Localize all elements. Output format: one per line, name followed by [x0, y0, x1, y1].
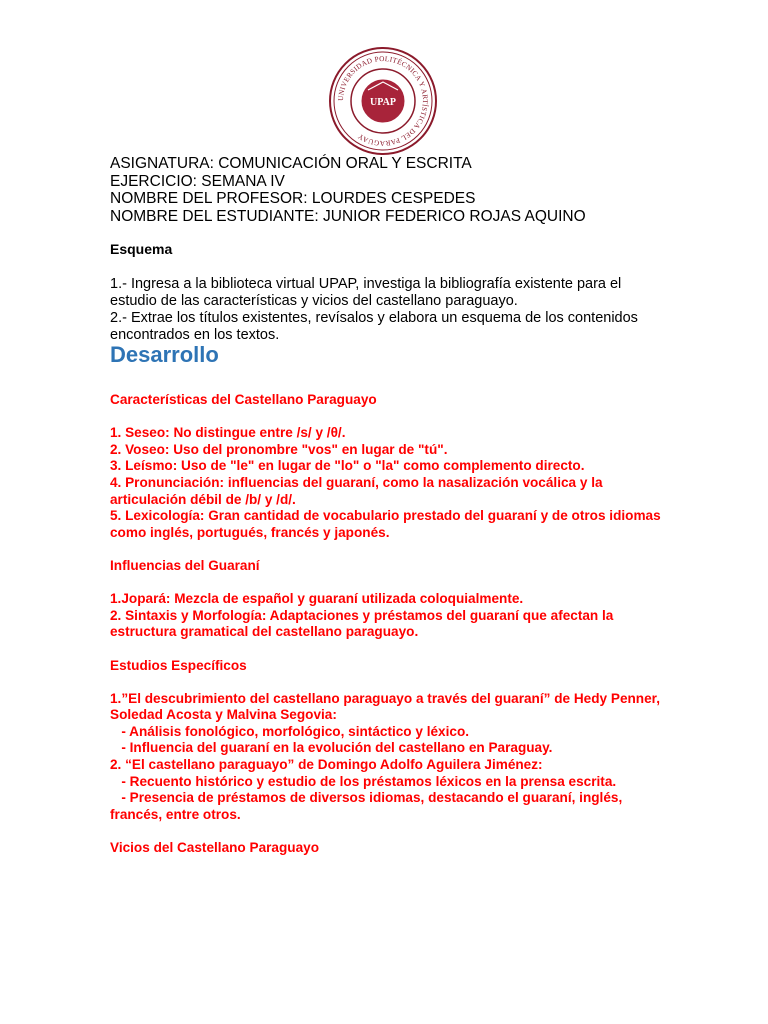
estudios-heading: Estudios Específicos	[110, 657, 247, 673]
ejercicio-line: EJERCICIO: SEMANA IV	[110, 172, 285, 190]
list-item: 1.”El descubrimiento del castellano paraguayo a través del guaraní” de Hedy Penner, Soledad Acosta y Malvina Segovia:	[110, 690, 660, 723]
list-item: 4. Pronunciación: influencias del guaraní, como la nasalización vocálica y la articulación débil de /b/ y /d/.	[110, 474, 603, 507]
logo-center-text: UPAP	[370, 97, 396, 108]
list-item: 1. Seseo: No distingue entre /s/ y /θ/.	[110, 425, 346, 441]
list-item: 2. “El castellano paraguayo” de Domingo Adolfo Aguilera Jiménez:	[110, 757, 543, 773]
influencias-heading: Influencias del Guaraní	[110, 557, 260, 573]
list-item: 5. Lexicología: Gran cantidad de vocabulario prestado del guaraní y de otros idiomas como inglés, portugués, francés y japonés.	[110, 508, 661, 540]
list-item: 2. Voseo: Uso del pronombre "vos" en lugar de "tú".	[110, 441, 448, 457]
logo-ring-text: UNIVERSIDAD POLITÉCNICA Y ARTÍSTICA DEL PARAGUAY	[336, 54, 430, 148]
list-item: - Presencia de préstamos de diversos idiomas, destacando el guaraní, inglés, francés, entre otros.	[110, 790, 627, 822]
upap-logo	[328, 46, 438, 156]
desarrollo-content	[110, 392, 670, 857]
list-item: - Análisis fonológico, morfológico, sintáctico y léxico.	[110, 723, 470, 739]
task-list	[110, 276, 670, 344]
profesor-line: NOMBRE DEL PROFESOR: LOURDES CESPEDES	[110, 190, 476, 207]
task-item: 2.- Extrae los títulos existentes, revísalos y elabora un esquema de los contenidos encontrados en los textos.	[110, 310, 638, 343]
desarrollo-heading: Desarrollo	[110, 342, 219, 367]
list-item: - Recuento histórico y estudio de los préstamos léxicos en la prensa escrita.	[110, 773, 617, 789]
esquema-heading: Esquema	[110, 241, 173, 257]
list-item: - Influencia del guaraní en la evolución del castellano en Paraguay.	[110, 740, 553, 756]
document-header	[110, 155, 710, 225]
list-item: 2. Sintaxis y Morfología: Adaptaciones y préstamos del guaraní que afectan la estructura gramatical del castellano paraguayo.	[110, 607, 614, 640]
caracteristicas-heading: Características del Castellano Paraguayo	[110, 392, 377, 407]
task-item: 1.- Ingresa a la biblioteca virtual UPAP, investiga la bibliografía existente para el estudio de las características y vicios del castellano paraguayo.	[110, 276, 622, 309]
list-item: 3. Leísmo: Uso de "le" en lugar de "lo" o "la" como complemento directo.	[110, 458, 585, 474]
estudiante-line: NOMBRE DEL ESTUDIANTE: JUNIOR FEDERICO ROJAS AQUINO	[110, 207, 586, 225]
asignatura-line: ASIGNATURA: COMUNICACIÓN ORAL Y ESCRITA	[110, 155, 472, 172]
list-item: 1.Jopará: Mezcla de español y guaraní utilizada coloquialmente.	[110, 591, 524, 607]
vicios-heading: Vicios del Castellano Paraguayo	[110, 840, 320, 856]
